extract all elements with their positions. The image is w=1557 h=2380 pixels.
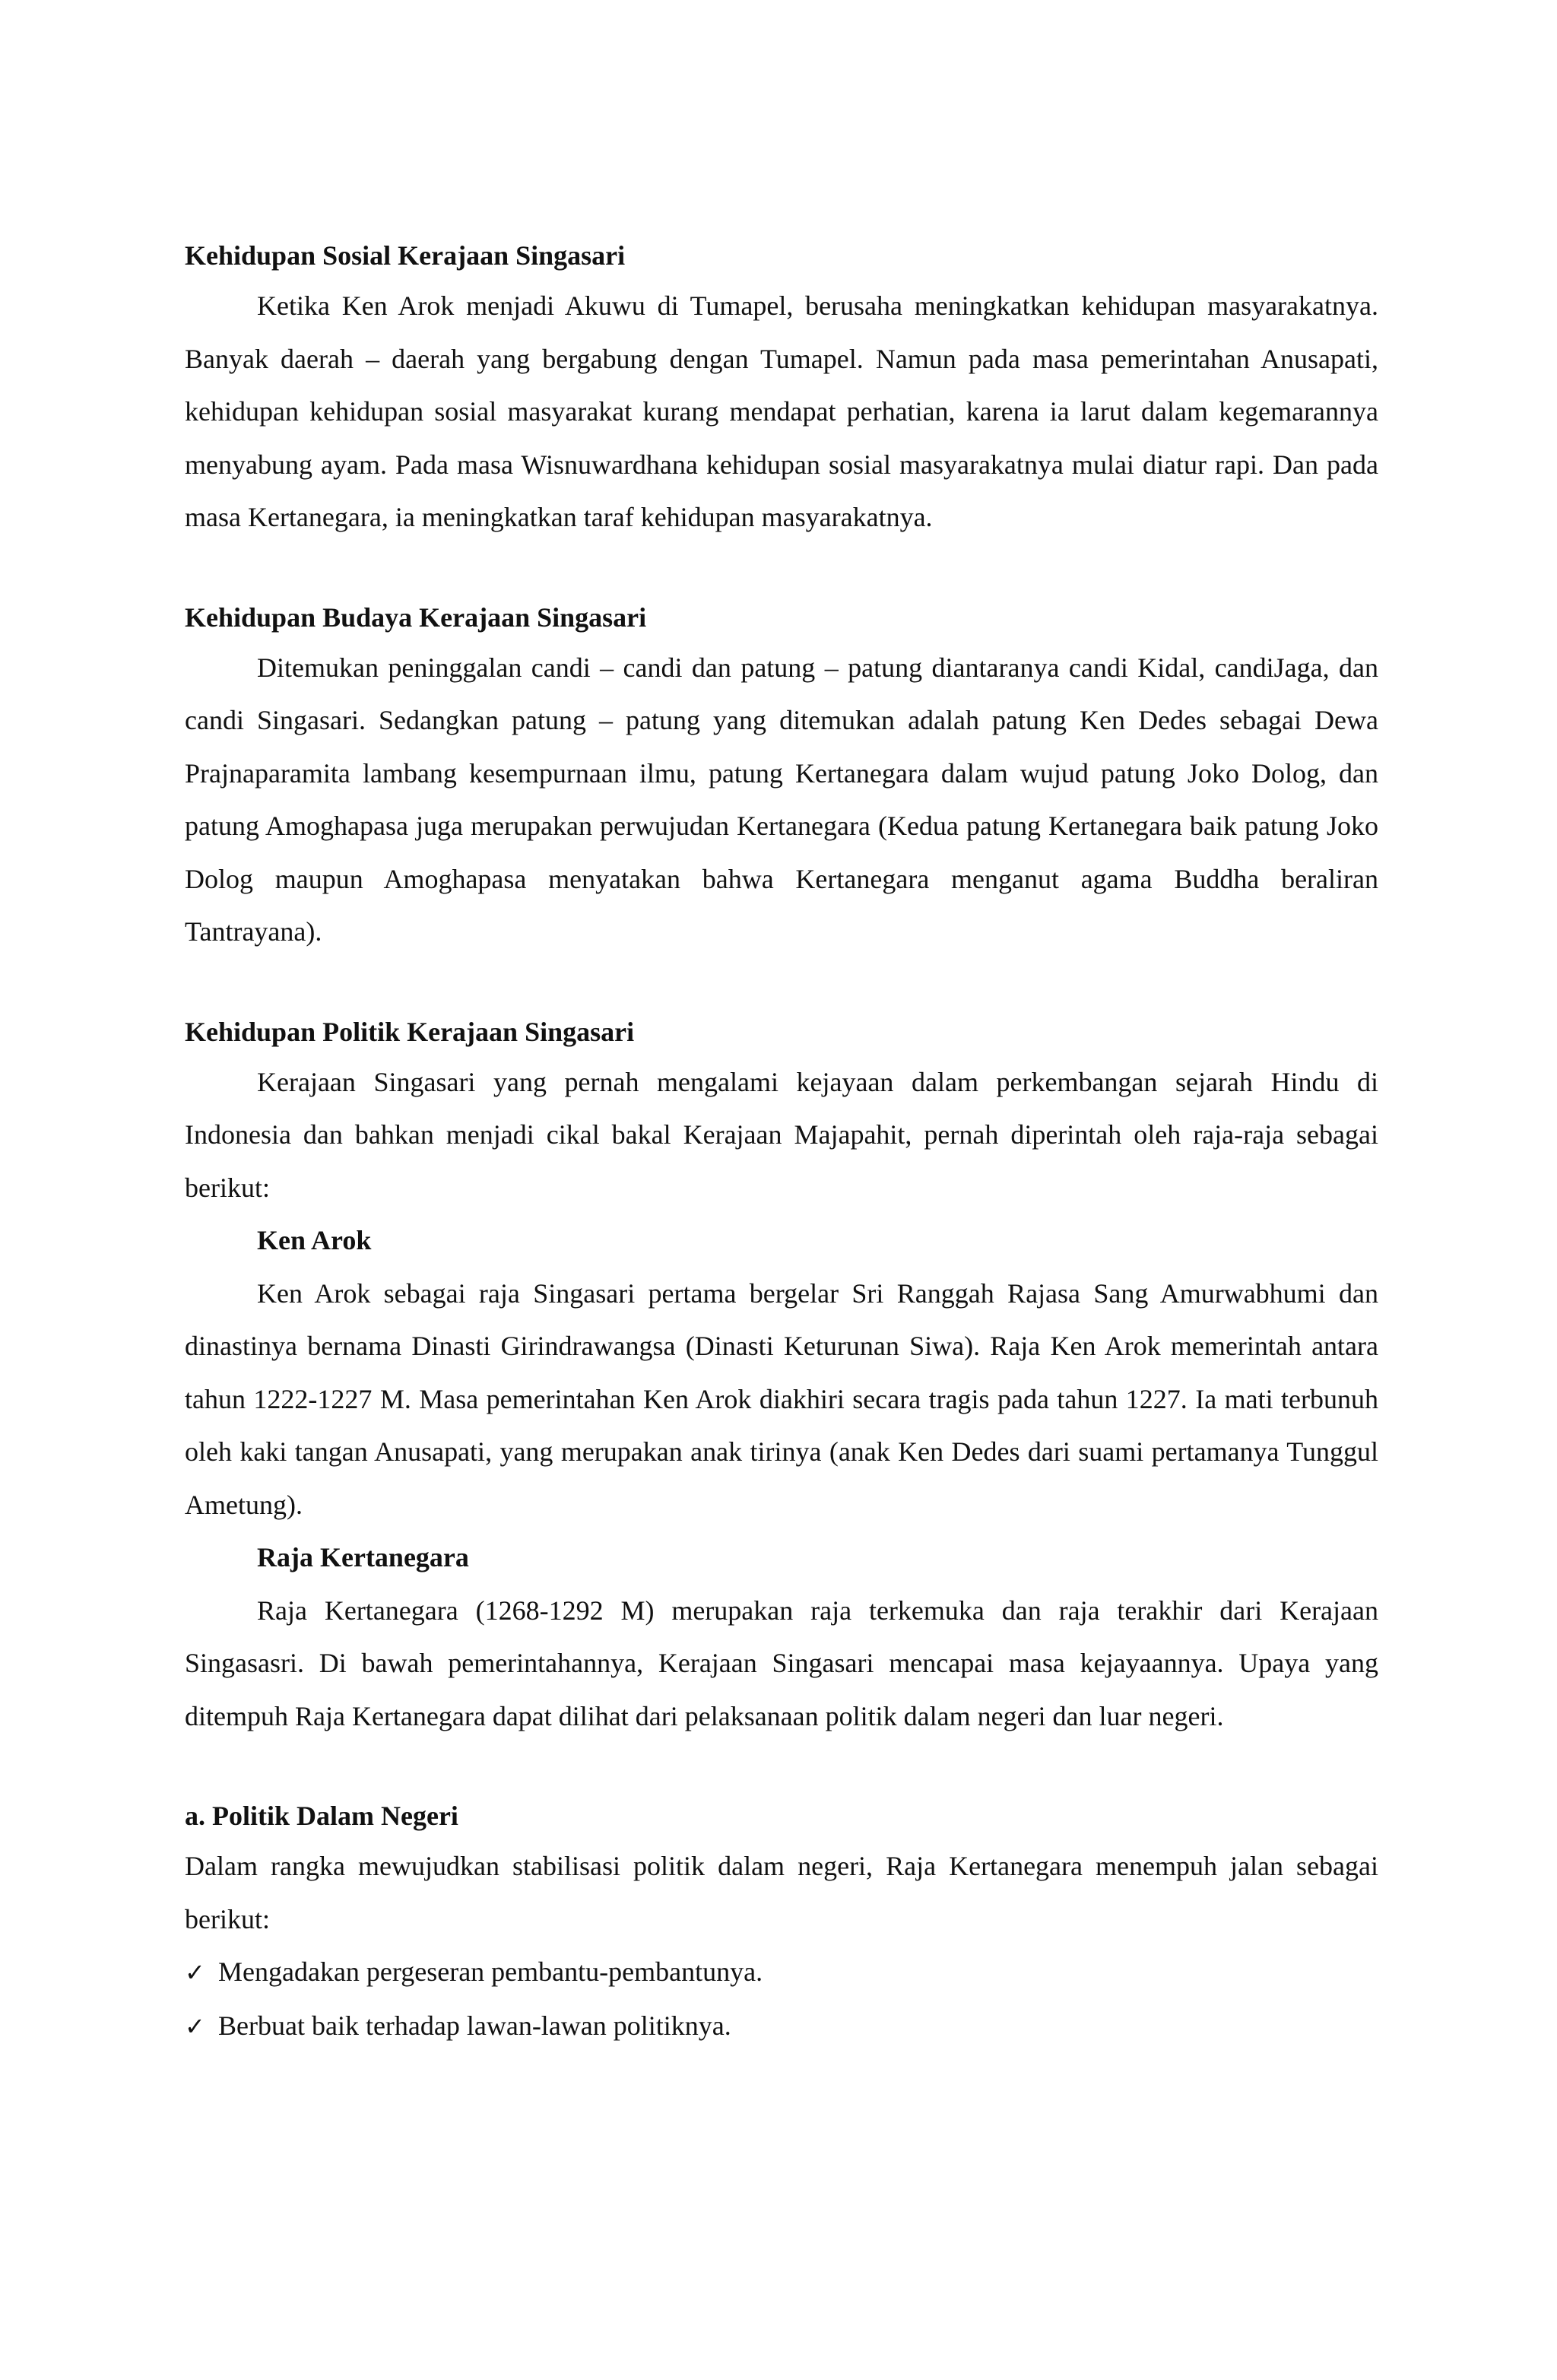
paragraph-politik: Kerajaan Singasari yang pernah mengalami kejayaan dalam perkembangan sejarah Hindu di Indonesia dan bahkan menjadi cikal bakal Kerajaan Majapahit, pernah diperintah oleh raja-raja sebagai berikut: [185, 1066, 1378, 1203]
document-content [185, 231, 1378, 2053]
spacer [185, 959, 1378, 1008]
spacer [185, 1743, 1378, 1791]
paragraph-ken-arok: Ken Arok sebagai raja Singasari pertama bergelar Sri Ranggah Rajasa Sang Amurwabhumi dan dinastinya bernama Dinasti Girindrawangsa (Dinasti Keturunan Siwa). Raja Ken Arok memerintah antara tahun 1222-1227 M. Masa pemerintahan Ken Arok diakhiri secara tragis pada tahun 1227. Ia mati terbunuh oleh kaki tangan Anusapati, yang merupakan anak tirinya (anak Ken Dedes dari suami pertamanya Tunggul Ametung). [185, 1277, 1378, 1520]
paragraph-sosial: Ketika Ken Arok menjadi Akuwu di Tumapel, berusaha meningkatkan kehidupan masyarakatnya. Banyak daerah – daerah yang bergabung dengan Tumapel. Namun pada masa pemerintahan Anusapati, kehidupan kehidupan sosial masyarakat kurang mendapat perhatian, karena ia larut dalam kegemarannya menyabung ayam. Pada masa Wisnuwardhana kehidupan sosial masyarakatnya mulai diatur rapi. Dan pada masa Kertanegara, ia meningkatkan taraf kehidupan masyarakatnya. [185, 290, 1378, 532]
heading-budaya: Kehidupan Budaya Kerajaan Singasari [185, 601, 647, 633]
checklist-item [185, 2000, 1378, 2054]
spacer [185, 544, 1378, 593]
paragraph-kertanegara: Raja Kertanegara (1268-1292 M) merupakan raja terkemuka dan raja terakhir dari Kerajaan Singasasri. Di bawah pemerintahannya, Kerajaan Singasari mencapai masa kejayaannya. Upaya yang ditempuh Raja Kertanegara dapat dilihat dari pelaksanaan politik dalam negeri dan luar negeri. [185, 1595, 1378, 1731]
subheading-ken-arok: Ken Arok [257, 1225, 372, 1255]
heading-politik-dalam-negeri: a. Politik Dalam Negeri [185, 1801, 458, 1831]
subheading-kertanegara: Raja Kertanegara [257, 1542, 469, 1572]
checklist-item-text: Berbuat baik terhadap lawan-lawan politiknya. [218, 2010, 731, 2041]
paragraph-budaya: Ditemukan peninggalan candi – candi dan patung – patung diantaranya candi Kidal, candiJaga, dan candi Singasari. Sedangkan patung – patung yang ditemukan adalah patung Ken Dedes sebagai Dewa Prajnaparamita lambang kesempurnaan ilmu, patung Kertanegara dalam wujud patung Joko Dolog, dan patung Amoghapasa juga merupakan perwujudan Kertanegara (Kedua patung Kertanegara baik patung Joko Dolog maupun Amoghapasa menyatakan bahwa Kertanegara menganut agama Buddha beraliran Tantrayana). [185, 652, 1378, 947]
heading-politik: Kehidupan Politik Kerajaan Singasari [185, 1016, 635, 1047]
checklist-item [185, 1946, 1378, 2000]
paragraph-politik-dalam-negeri: Dalam rangka mewujudkan stabilisasi politik dalam negeri, Raja Kertanegara menempuh jalan sebagai berikut: [185, 1851, 1378, 1934]
checkmark-icon: ✓ [185, 2011, 205, 2041]
checkmark-icon: ✓ [185, 1958, 205, 1987]
checklist-item-text: Mengadakan pergeseran pembantu-pembantunya. [218, 1956, 763, 1987]
heading-sosial: Kehidupan Sosial Kerajaan Singasari [185, 240, 626, 271]
